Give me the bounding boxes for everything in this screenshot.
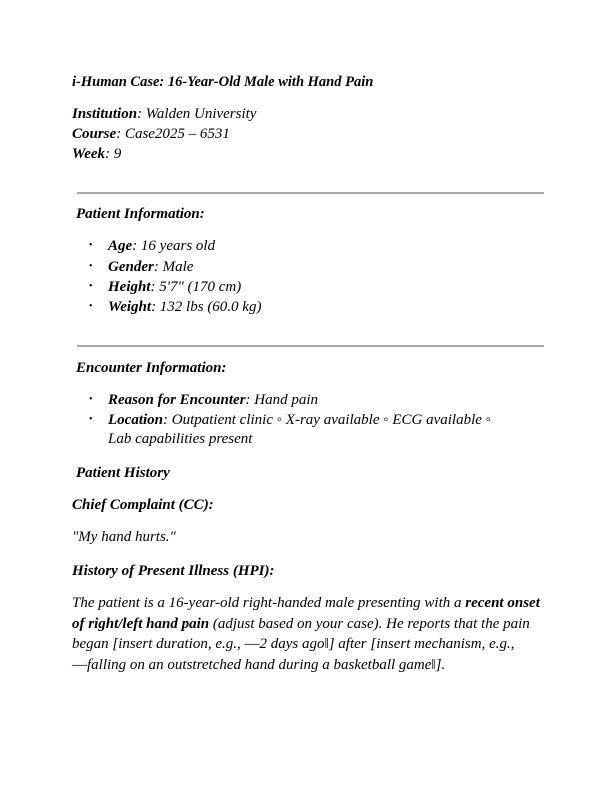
age-item bbox=[108, 236, 215, 256]
item-label: Height bbox=[108, 279, 151, 295]
course-label: Course bbox=[72, 126, 117, 142]
patient-info-heading: Patient Information: bbox=[76, 206, 205, 222]
item-value: : 16 years old bbox=[132, 238, 216, 254]
week-label: Week bbox=[72, 146, 106, 162]
divider bbox=[77, 345, 544, 347]
item-value: : Outpatient clinic ◦ X-ray available ◦ ECG available ◦ bbox=[163, 412, 491, 428]
bullet-icon: • bbox=[89, 281, 93, 292]
divider bbox=[77, 192, 544, 194]
encounter-info-heading: Encounter Information: bbox=[76, 360, 227, 376]
hpi-text: The patient is a 16-year-old right-handed male presenting with a bbox=[72, 595, 466, 611]
location-item-continued: Lab capabilities present bbox=[108, 431, 253, 447]
bullet-icon: • bbox=[89, 261, 93, 272]
week-line bbox=[72, 144, 121, 164]
item-value: : Male bbox=[153, 259, 194, 275]
item-label: Reason for Encounter bbox=[108, 392, 246, 408]
chief-complaint-text: "My hand hurts." bbox=[72, 529, 176, 545]
institution-label: Institution bbox=[72, 106, 138, 122]
hpi-heading: History of Present Illness (HPI): bbox=[72, 563, 275, 579]
course-value: : Case2025 – 6531 bbox=[116, 126, 230, 142]
height-item bbox=[108, 277, 241, 297]
bullet-icon: • bbox=[89, 301, 93, 312]
institution-line bbox=[72, 104, 256, 124]
chief-complaint-heading: Chief Complaint (CC): bbox=[72, 497, 214, 513]
course-line bbox=[72, 124, 230, 144]
institution-value: : Walden University bbox=[137, 106, 257, 122]
weight-item bbox=[108, 297, 261, 317]
hpi-text: (adjust based on your case). He reports that the pain began [insert duration, e.g., ―2 days ago‖] after [insert mechanism, e.g., ―falling on an outstretched hand during a basketball game‖]. bbox=[72, 615, 530, 673]
week-value: : 9 bbox=[105, 146, 122, 162]
item-label: Weight bbox=[108, 299, 152, 315]
hpi-emphasis: recent onset of right/left hand pain bbox=[72, 595, 540, 632]
gender-item bbox=[108, 257, 193, 277]
item-value: : Hand pain bbox=[245, 392, 319, 408]
bullet-icon: • bbox=[89, 240, 93, 251]
item-label: Age bbox=[108, 238, 133, 254]
reason-item bbox=[108, 390, 318, 410]
item-label: Location bbox=[108, 412, 163, 428]
document-title: i-Human Case: 16-Year-Old Male with Hand Pain bbox=[72, 74, 374, 90]
item-label: Gender bbox=[108, 259, 154, 275]
hpi-paragraph bbox=[72, 593, 542, 675]
patient-history-heading: Patient History bbox=[76, 465, 170, 481]
item-value: : 132 lbs (60.0 kg) bbox=[151, 299, 262, 315]
item-value: : 5'7" (170 cm) bbox=[150, 279, 242, 295]
bullet-icon: • bbox=[89, 394, 93, 405]
location-item bbox=[108, 410, 491, 430]
bullet-icon: • bbox=[89, 414, 93, 425]
